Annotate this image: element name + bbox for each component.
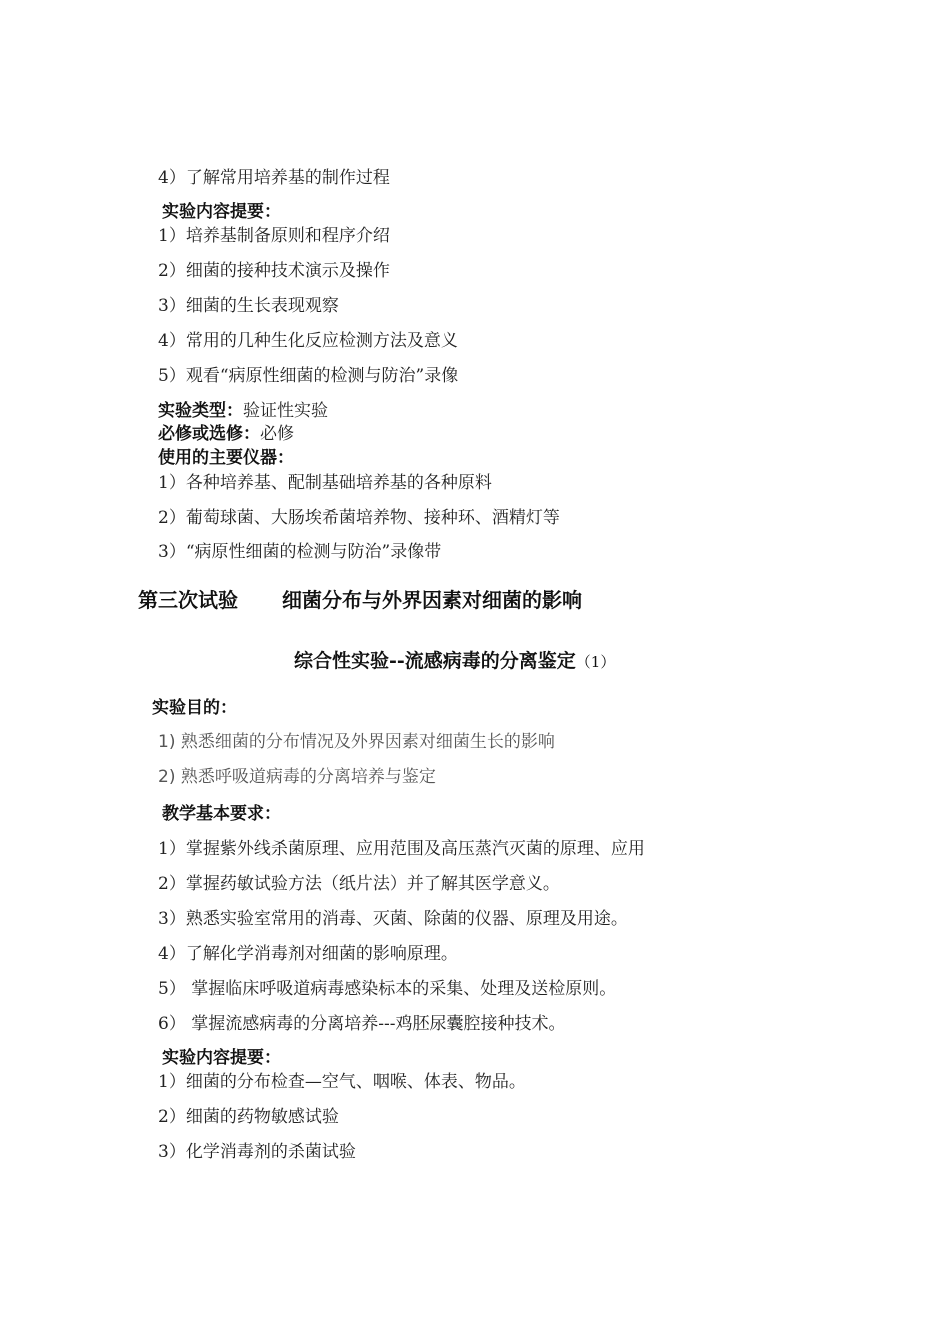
instrument-item-3: 3）“病原性细菌的检测与防治”录像带 — [158, 542, 442, 562]
requirement-item-4: 4）了解化学消毒剂对细菌的影响原理。 — [158, 944, 458, 964]
instrument-item-2: 2）葡萄球菌、大肠埃希菌培养物、接种环、酒精灯等 — [158, 508, 560, 528]
content-heading-2: 实验内容提要： — [162, 1048, 281, 1068]
requirements-heading: 教学基本要求： — [162, 804, 281, 824]
content-item-4: 4）常用的几种生化反应检测方法及意义 — [158, 331, 458, 351]
section-title-number: 第三次试验 — [138, 588, 238, 612]
experiment-type-value: 验证性实验 — [243, 401, 328, 421]
purpose-item-2-text: 熟悉呼吸道病毒的分离培养与鉴定 — [180, 767, 436, 787]
section-title-topic: 细菌分布与外界因素对细菌的影响 — [282, 588, 582, 612]
section-title — [138, 587, 582, 613]
required-value: 必修 — [260, 424, 294, 444]
content2-item-2: 2）细菌的药物敏感试验 — [158, 1107, 339, 1127]
section-subtitle-main: 综合性实验--流感病毒的分离鉴定 — [294, 650, 576, 672]
purpose-item-2 — [158, 766, 436, 788]
requirement-item-5: 5） 掌握临床呼吸道病毒感染标本的采集、处理及送检原则。 — [158, 979, 617, 999]
content2-item-1: 1）细菌的分布检查—空气、咽喉、体表、物品。 — [158, 1072, 526, 1092]
purpose-heading: 实验目的： — [152, 698, 237, 718]
experiment-type — [158, 400, 328, 422]
instrument-item-1: 1）各种培养基、配制基础培养基的各种原料 — [158, 473, 492, 493]
content-item-5: 5）观看“病原性细菌的检测与防治”录像 — [158, 366, 459, 386]
requirement-item-2: 2）掌握药敏试验方法（纸片法）并了解其医学意义。 — [158, 874, 560, 894]
requirement-item-3: 3）熟悉实验室常用的消毒、灭菌、除菌的仪器、原理及用途。 — [158, 909, 628, 929]
content2-item-3: 3）化学消毒剂的杀菌试验 — [158, 1142, 356, 1162]
purpose-item-1-text: 熟悉细菌的分布情况及外界因素对细菌生长的影响 — [180, 732, 555, 752]
content-item-2: 2）细菌的接种技术演示及操作 — [158, 261, 390, 281]
requirement-item-6: 6） 掌握流感病毒的分离培养---鸡胚尿囊腔接种技术。 — [158, 1014, 566, 1034]
objective-item-4: 4）了解常用培养基的制作过程 — [158, 168, 390, 188]
content-item-3: 3）细菌的生长表现观察 — [158, 296, 339, 316]
requirement-item-1: 1）掌握紫外线杀菌原理、应用范围及高压蒸汽灭菌的原理、应用 — [158, 839, 645, 859]
instruments-heading: 使用的主要仪器： — [158, 448, 294, 468]
required-label: 必修或选修： — [158, 424, 260, 444]
required-or-elective — [158, 423, 294, 445]
experiment-type-label: 实验类型： — [158, 401, 243, 421]
content-item-1: 1）培养基制备原则和程序介绍 — [158, 226, 390, 246]
section-subtitle — [294, 648, 615, 675]
purpose-item-1-number: 1) — [158, 732, 176, 752]
purpose-item-2-number: 2) — [158, 767, 176, 787]
content-heading: 实验内容提要： — [162, 202, 281, 222]
section-subtitle-suffix: （1） — [575, 653, 616, 671]
purpose-item-1 — [158, 731, 555, 753]
